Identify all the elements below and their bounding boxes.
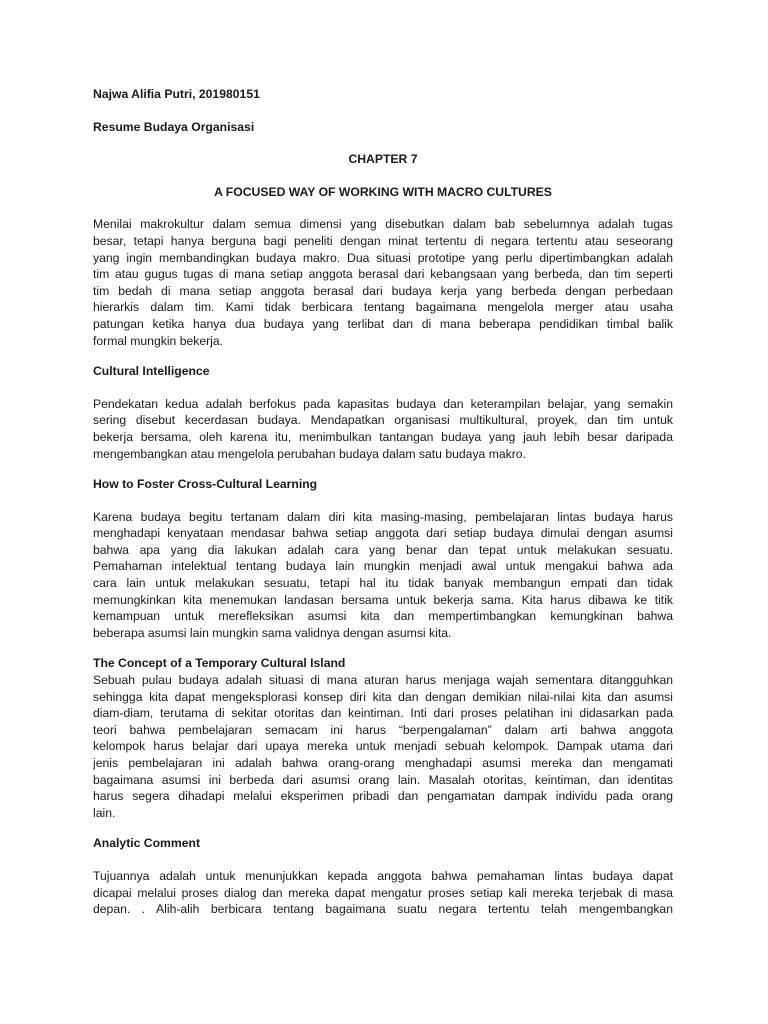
paragraph-line: bagaimana asumsi ini berbeda dari asumsi orang lain. Masalah otoritas, keintiman, dan identitas <box>93 772 673 787</box>
paragraph-line: bekerja bersama, oleh karena itu, menimbulkan tantangan budaya yang jauh lebih besar daripada <box>93 429 673 444</box>
chapter-title: A FOCUSED WAY OF WORKING WITH MACRO CULTURES <box>214 184 552 199</box>
paragraph-line: Pemahaman intelektual tentang budaya lain mungkin menjadi awal untuk mengakui bahwa ada <box>93 559 673 574</box>
document-page <box>93 86 673 918</box>
paragraph-line: kemampuan untuk merefleksikan asumsi kita dan mempertimbangkan kemungkinan bahwa <box>93 609 673 624</box>
author-line: Najwa Alifia Putri, 201980151 <box>93 87 260 101</box>
paragraph-line: beberapa asumsi lain mungkin sama validnya dengan asumsi kita. <box>93 625 452 640</box>
paragraph-line: yang ingin membandingkan budaya makro. Dua situasi prototipe yang perlu dipertimbangkan adalah <box>93 250 673 265</box>
section-heading-temporary-cultural-island: The Concept of a Temporary Cultural Island <box>93 656 346 671</box>
paragraph-line: depan. . Alih-alih berbicara tentang bagaimana suatu negara tertentu telah mengembangkan <box>93 902 673 917</box>
paragraph-line: teori bahwa pembelajaran semacam ini harus “berpengalaman” dalam arti bahwa anggota <box>93 722 673 737</box>
document-title: Resume Budaya Organisasi <box>93 119 255 134</box>
paragraph-line: hierarkis dalam tim. Kami tidak berbicara tentang bagaimana mengelola merger atau usaha <box>93 300 673 315</box>
paragraph-cultural-intelligence <box>93 396 673 462</box>
section-heading-analytic-comment: Analytic Comment <box>93 836 200 851</box>
paragraph-line: dicapai melalui proses dialog dan mereka dapat mengatur proses setiap kali mereka terjebak di masa <box>93 885 673 900</box>
paragraph-line: tim atau gugus tugas di mana setiap anggota berasal dari kebangsaan yang berbeda, dan tim seperti <box>93 267 673 282</box>
paragraph-line: formal mungkin bekerja. <box>93 333 224 348</box>
paragraph-line: besar, tetapi hanya berguna bagi peneliti dengan minat tertentu di negara tertentu atau seseorang <box>93 233 673 248</box>
paragraph-line: mengembangkan atau mengelola perubahan budaya dalam satu budaya makro. <box>93 446 526 461</box>
paragraph-line: patungan ketika hanya dua budaya yang terlibat dan di mana beberapa pendidikan timbal balik <box>93 316 673 331</box>
paragraph-line: menghadapi kenyataan mendasar bahwa setiap anggota dari setiap budaya dimulai dengan asumsi <box>93 526 673 541</box>
paragraph-line: lain. <box>93 805 116 820</box>
paragraph-line: Sebuah pulau budaya adalah situasi di mana aturan harus menjaga wajah sementara ditangguhkan <box>93 673 673 688</box>
paragraph-line: sering disebut kecerdasan budaya. Mendapatkan organisasi multikultural, proyek, dan tim untuk <box>93 413 673 428</box>
paragraph-line: Menilai makrokultur dalam semua dimensi yang disebutkan dalam bab sebelumnya adalah tugas <box>93 217 673 232</box>
paragraph-analytic-comment <box>93 868 673 918</box>
paragraph-line: harus segera dihadapi melalui eksperimen pribadi dan pengamatan dampak individu pada orang <box>93 789 673 804</box>
paragraph-line: bahwa apa yang dia lakukan adalah cara yang benar dan tepat untuk melakukan sesuatu. <box>93 542 673 557</box>
paragraph-line: cara lain untuk melakukan sesuatu, tetapi hal itu tidak banyak membangun empati dan tidak <box>93 576 673 591</box>
section-heading-cultural-intelligence: Cultural Intelligence <box>93 364 210 379</box>
paragraph-line: jenis pembelajaran ini adalah bahwa orang-orang menghadapi asumsi mereka dan mengamati <box>93 756 673 770</box>
paragraph-line: memungkinkan kita menemukan landasan bersama untuk bekerja sama. Kita harus dibawa ke titik <box>93 592 673 607</box>
paragraph-line: diam-diam, terutama di sekitar otoritas dan keintiman. Inti dari proses pelatihan ini didasarkan pada <box>93 706 673 721</box>
section-heading-cross-cultural-learning: How to Foster Cross-Cultural Learning <box>93 477 318 492</box>
paragraph-intro <box>93 216 673 349</box>
paragraph-line: Pendekatan kedua adalah berfokus pada kapasitas budaya dan keterampilan belajar, yang semakin <box>93 396 673 411</box>
paragraph-temporary-cultural-island <box>93 672 673 821</box>
paragraph-line: Tujuannya adalah untuk menunjukkan kepada anggota bahwa pemahaman lintas budaya dapat <box>93 868 673 883</box>
chapter-number: CHAPTER 7 <box>348 152 418 167</box>
paragraph-cross-cultural-learning <box>93 509 673 642</box>
paragraph-line: Karena budaya begitu tertanam dalam diri kita masing-masing, pembelajaran lintas budaya harus <box>93 509 673 524</box>
paragraph-line: tim bedah di mana setiap anggota berasal dari budaya kerja yang berbeda dengan perbedaan <box>93 283 673 298</box>
paragraph-line: kelompok harus belajar dari upaya mereka untuk menjadi sebuah kelompok. Dampak utama dari <box>93 739 673 754</box>
paragraph-line: sehingga kita dapat mengeksplorasi konsep diri kita dan dengan demikian nilai-nilai kita dan asumsi <box>93 689 673 704</box>
